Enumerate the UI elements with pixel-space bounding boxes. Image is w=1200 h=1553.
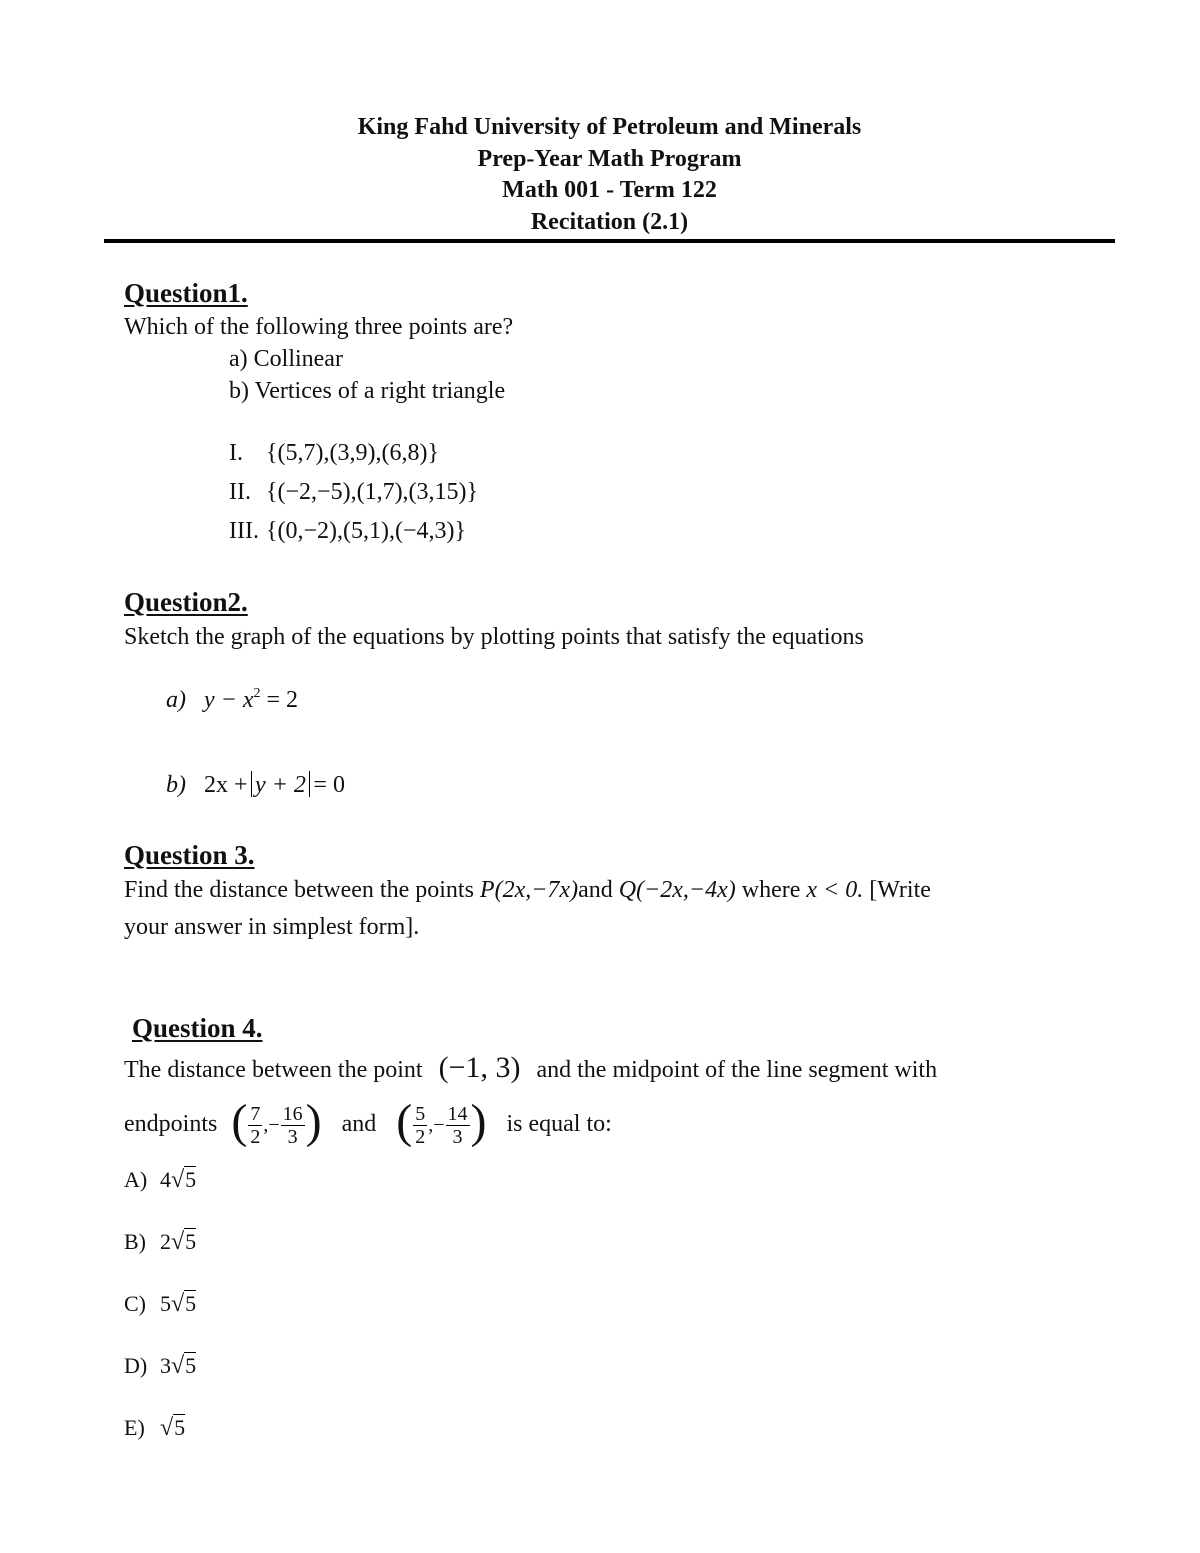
and-word: and xyxy=(578,877,619,903)
equation-a-lhs: y − x xyxy=(204,687,254,713)
equation-b xyxy=(166,769,345,801)
question-1-set-i xyxy=(229,437,439,469)
choice-label: E) xyxy=(124,1415,145,1440)
question-2-prompt: Sketch the graph of the equations by plotting points that satisfy the equations xyxy=(124,624,864,650)
sqrt-icon: √5 xyxy=(160,1415,186,1441)
question-4-title: Question 4. xyxy=(132,1013,263,1043)
fraction xyxy=(281,1103,305,1148)
paren-open: ( xyxy=(396,1095,413,1149)
question-3-text-end: [Write xyxy=(863,877,931,903)
fraction xyxy=(248,1103,262,1148)
separator: ,− xyxy=(428,1114,445,1136)
and-word: and xyxy=(341,1111,377,1137)
sqrt-icon: √5 xyxy=(171,1229,197,1255)
question-2-title: Question2. xyxy=(124,587,248,617)
equation-a-rhs: = 2 xyxy=(260,687,299,713)
endpoints-word: endpoints xyxy=(124,1111,218,1137)
sqrt-icon: √5 xyxy=(171,1353,197,1379)
set-label: II. xyxy=(229,479,251,505)
radicand: 5 xyxy=(185,1353,197,1378)
choice-coefficient: 4 xyxy=(160,1167,171,1192)
sqrt-icon: √5 xyxy=(171,1167,197,1193)
equation-a-exponent: 2 xyxy=(253,686,261,701)
equation-b-left: 2x + xyxy=(204,772,248,798)
given-point: (−1, 3) xyxy=(438,1051,521,1084)
question-4-text: The distance between the point xyxy=(124,1057,423,1083)
choice-label: B) xyxy=(124,1229,146,1254)
denominator: 2 xyxy=(250,1125,261,1148)
choice-d xyxy=(124,1352,196,1380)
sqrt-icon: √5 xyxy=(171,1291,197,1317)
choice-label: C) xyxy=(124,1291,146,1316)
document-header xyxy=(104,112,1115,238)
question-1-option-b: b) Vertices of a right triangle xyxy=(229,378,506,404)
equation-a xyxy=(166,684,298,720)
where-word: where xyxy=(735,877,807,903)
condition: x < 0. xyxy=(806,877,864,903)
set-points: {(−2,−5),(1,7),(3,15)} xyxy=(266,479,479,505)
radicand: 5 xyxy=(174,1415,186,1440)
question-1-option-a: a) Collinear xyxy=(229,346,343,372)
header-divider xyxy=(104,239,1115,243)
choice-e xyxy=(124,1414,185,1442)
question-3-line-1 xyxy=(124,874,931,906)
denominator: 3 xyxy=(452,1125,463,1148)
equation-a-label: a) xyxy=(166,687,186,713)
paren-close: ) xyxy=(470,1095,487,1149)
question-4-tail: is equal to: xyxy=(506,1111,612,1137)
numerator: 7 xyxy=(250,1102,261,1125)
radicand: 5 xyxy=(185,1291,197,1316)
university-name: King Fahd University of Petroleum and Minerals xyxy=(357,114,862,140)
radicand: 5 xyxy=(185,1167,197,1192)
paren-open: ( xyxy=(231,1095,248,1149)
point-p: P(2x,−7x) xyxy=(479,877,579,903)
denominator: 2 xyxy=(415,1125,426,1148)
choice-a xyxy=(124,1166,196,1194)
fraction xyxy=(446,1103,470,1148)
choice-coefficient: 2 xyxy=(160,1229,171,1254)
question-3-line-2: your answer in simplest form]. xyxy=(124,914,420,940)
equation-b-abs-content: y + 2 xyxy=(255,772,306,798)
point-q: Q(−2x,−4x) xyxy=(618,877,736,903)
abs-bar-right xyxy=(309,771,311,797)
question-1-prompt: Which of the following three points are? xyxy=(124,314,514,340)
question-4-text-end: and the midpoint of the line segment with xyxy=(536,1057,938,1083)
set-label: III. xyxy=(229,518,259,544)
choice-c xyxy=(124,1290,196,1318)
course-term: Math 001 - Term 122 xyxy=(502,177,717,203)
set-label: I. xyxy=(229,440,243,466)
fraction xyxy=(413,1103,427,1148)
program-name: Prep-Year Math Program xyxy=(477,145,742,172)
numerator: 16 xyxy=(282,1102,303,1125)
set-points: {(5,7),(3,9),(6,8)} xyxy=(266,440,439,466)
choice-b xyxy=(124,1228,196,1256)
equation-b-label: b) xyxy=(166,772,186,798)
numerator: 14 xyxy=(447,1102,468,1125)
numerator: 5 xyxy=(415,1102,426,1125)
choice-coefficient: 3 xyxy=(160,1353,171,1378)
paren-close: ) xyxy=(305,1095,322,1149)
choice-label: A) xyxy=(124,1167,148,1192)
separator: ,− xyxy=(263,1114,280,1136)
choice-coefficient: 5 xyxy=(160,1291,171,1316)
equation-b-rhs: = 0 xyxy=(313,772,345,798)
denominator: 3 xyxy=(287,1125,298,1148)
question-1-set-ii xyxy=(229,476,478,508)
recitation-title: Recitation (2.1) xyxy=(530,208,689,235)
abs-bar-left xyxy=(251,771,253,797)
question-1-set-iii xyxy=(229,515,466,547)
radicand: 5 xyxy=(185,1229,197,1254)
question-3-title: Question 3. xyxy=(124,840,255,870)
question-4-line-1 xyxy=(124,1052,937,1086)
question-1-title: Question1. xyxy=(124,278,248,308)
choice-label: D) xyxy=(124,1353,148,1378)
question-3-text: Find the distance between the points xyxy=(124,877,480,903)
question-4-line-2 xyxy=(124,1094,612,1155)
set-points: {(0,−2),(5,1),(−4,3)} xyxy=(266,518,467,544)
